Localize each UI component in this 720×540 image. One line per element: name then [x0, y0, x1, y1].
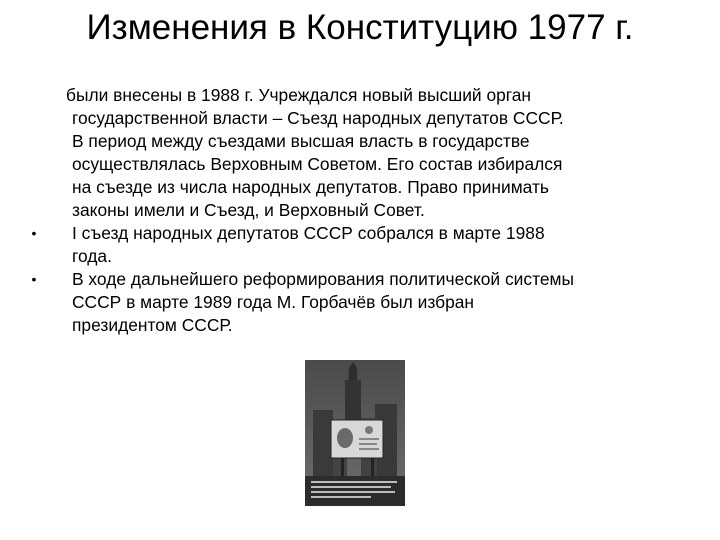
text-line: СССР в марте 1989 года М. Горбачёв был избран — [72, 292, 475, 312]
bullet-icon: • — [31, 225, 37, 241]
text-line: В ходе дальнейшего реформирования политической системы — [72, 269, 574, 289]
text-line: В период между съездами высшая власть в государстве — [72, 131, 530, 151]
bullet-item-president — [26, 268, 686, 337]
text-line: осуществлялась Верховным Советом. Его состав избирался — [72, 154, 563, 174]
text-line: государственной власти – Съезд народных депутатов СССР. — [72, 108, 564, 128]
slide-title: Изменения в Конституцию 1977 г. — [86, 8, 634, 47]
poster-photo-graphic — [305, 360, 405, 506]
text-line: I съезд народных депутатов СССР собрался в марте 1988 — [72, 223, 545, 243]
bullet-icon: • — [31, 271, 37, 287]
slide-body — [26, 84, 686, 337]
bullet-item-first-congress — [26, 222, 686, 268]
paragraph-constitution-changes — [26, 84, 686, 222]
text-line: президентом СССР. — [72, 315, 233, 335]
text-line: на съезде из числа народных депутатов. Право принимать — [72, 177, 549, 197]
text-line: были внесены в 1988 г. Учреждался новый высший орган — [66, 85, 532, 105]
poster-photo-icon — [305, 360, 405, 506]
text-line: года. — [72, 246, 112, 266]
text-line: законы имели и Съезд, и Верховный Совет. — [72, 200, 425, 220]
